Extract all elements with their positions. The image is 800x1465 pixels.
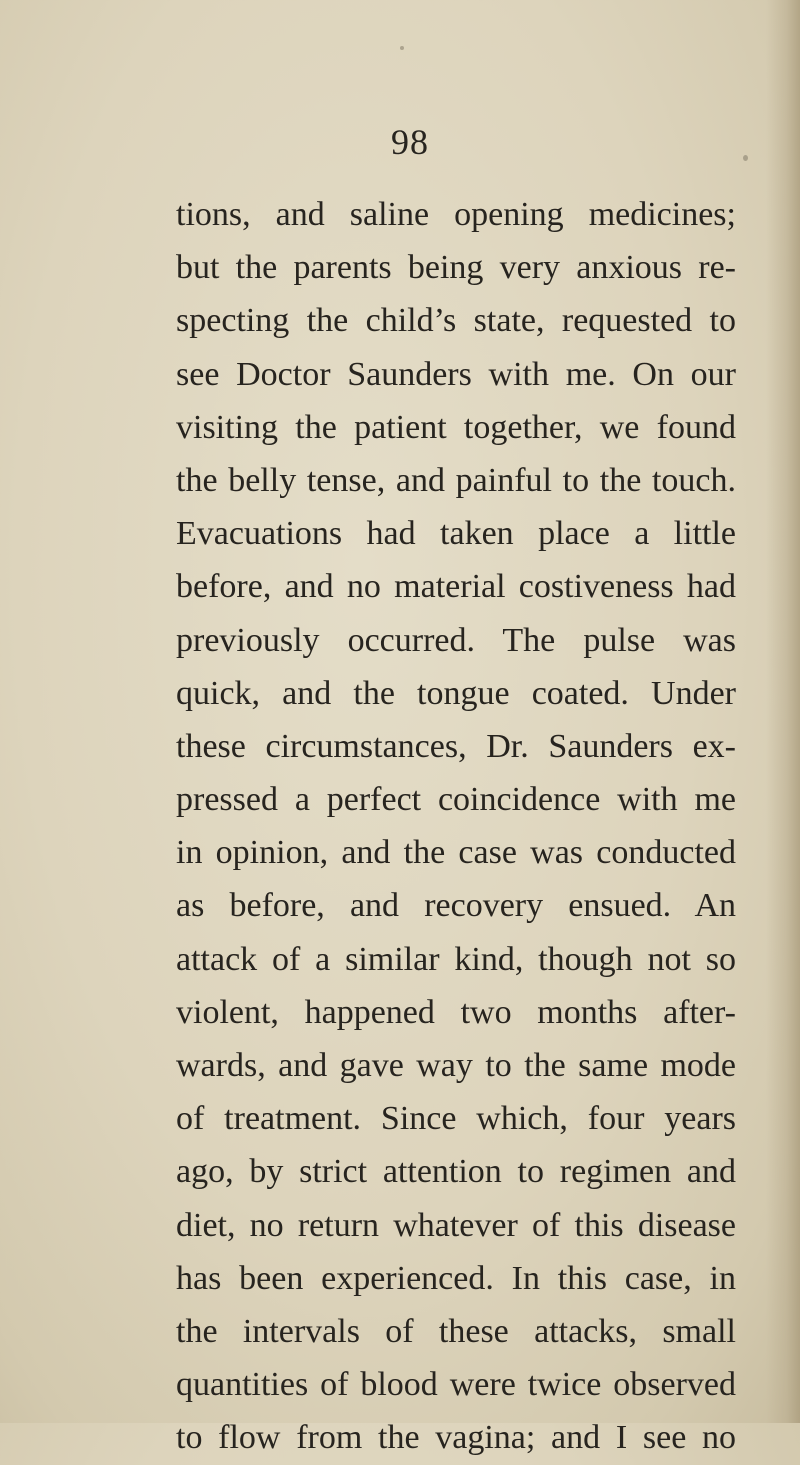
page-edge-shadow — [766, 0, 800, 1423]
text-line: of treatment. Since which, four years — [176, 1100, 736, 1138]
text-line: specting the child’s state, requested to — [176, 302, 736, 340]
text-line: previously occurred. The pulse was — [176, 621, 736, 659]
text-line: tions, and saline opening medicines; — [176, 196, 736, 233]
text-line: to flow from the vagina; and I see no — [176, 1419, 736, 1457]
text-line: the belly tense, and painful to the touch. — [176, 461, 736, 499]
text-line: the intervals of these attacks, small — [176, 1312, 736, 1350]
text-line: see Doctor Saunders with me. On our — [176, 355, 736, 393]
text-line: in opinion, and the case was conducted — [176, 834, 736, 872]
text-line: as before, and recovery ensued. An — [176, 887, 736, 925]
text-line: attack of a similar kind, though not so — [176, 940, 736, 978]
text-line: ago, by strict attention to regimen and — [176, 1153, 736, 1191]
text-line: has been experienced. In this case, in — [176, 1259, 736, 1297]
text-line: visiting the patient together, we found — [176, 408, 736, 446]
page-number: 98 — [391, 122, 429, 162]
body-text — [176, 188, 736, 1465]
text-line: before, and no material costiveness had — [176, 568, 736, 606]
text-line: violent, happened two months after- — [176, 993, 736, 1031]
text-line: quantities of blood were twice observed — [176, 1366, 736, 1404]
text-line: these circumstances, Dr. Saunders ex- — [176, 727, 736, 765]
text-line: wards, and gave way to the same mode — [176, 1047, 736, 1084]
text-line: Evacuations had taken place a little — [176, 515, 736, 553]
paper-speck — [400, 46, 404, 50]
text-line: quick, and the tongue coated. Under — [176, 674, 736, 712]
text-line: diet, no return whatever of this disease — [176, 1206, 736, 1244]
text-line: pressed a perfect coincidence with me — [176, 781, 736, 819]
text-line: but the parents being very anxious re- — [176, 249, 736, 287]
